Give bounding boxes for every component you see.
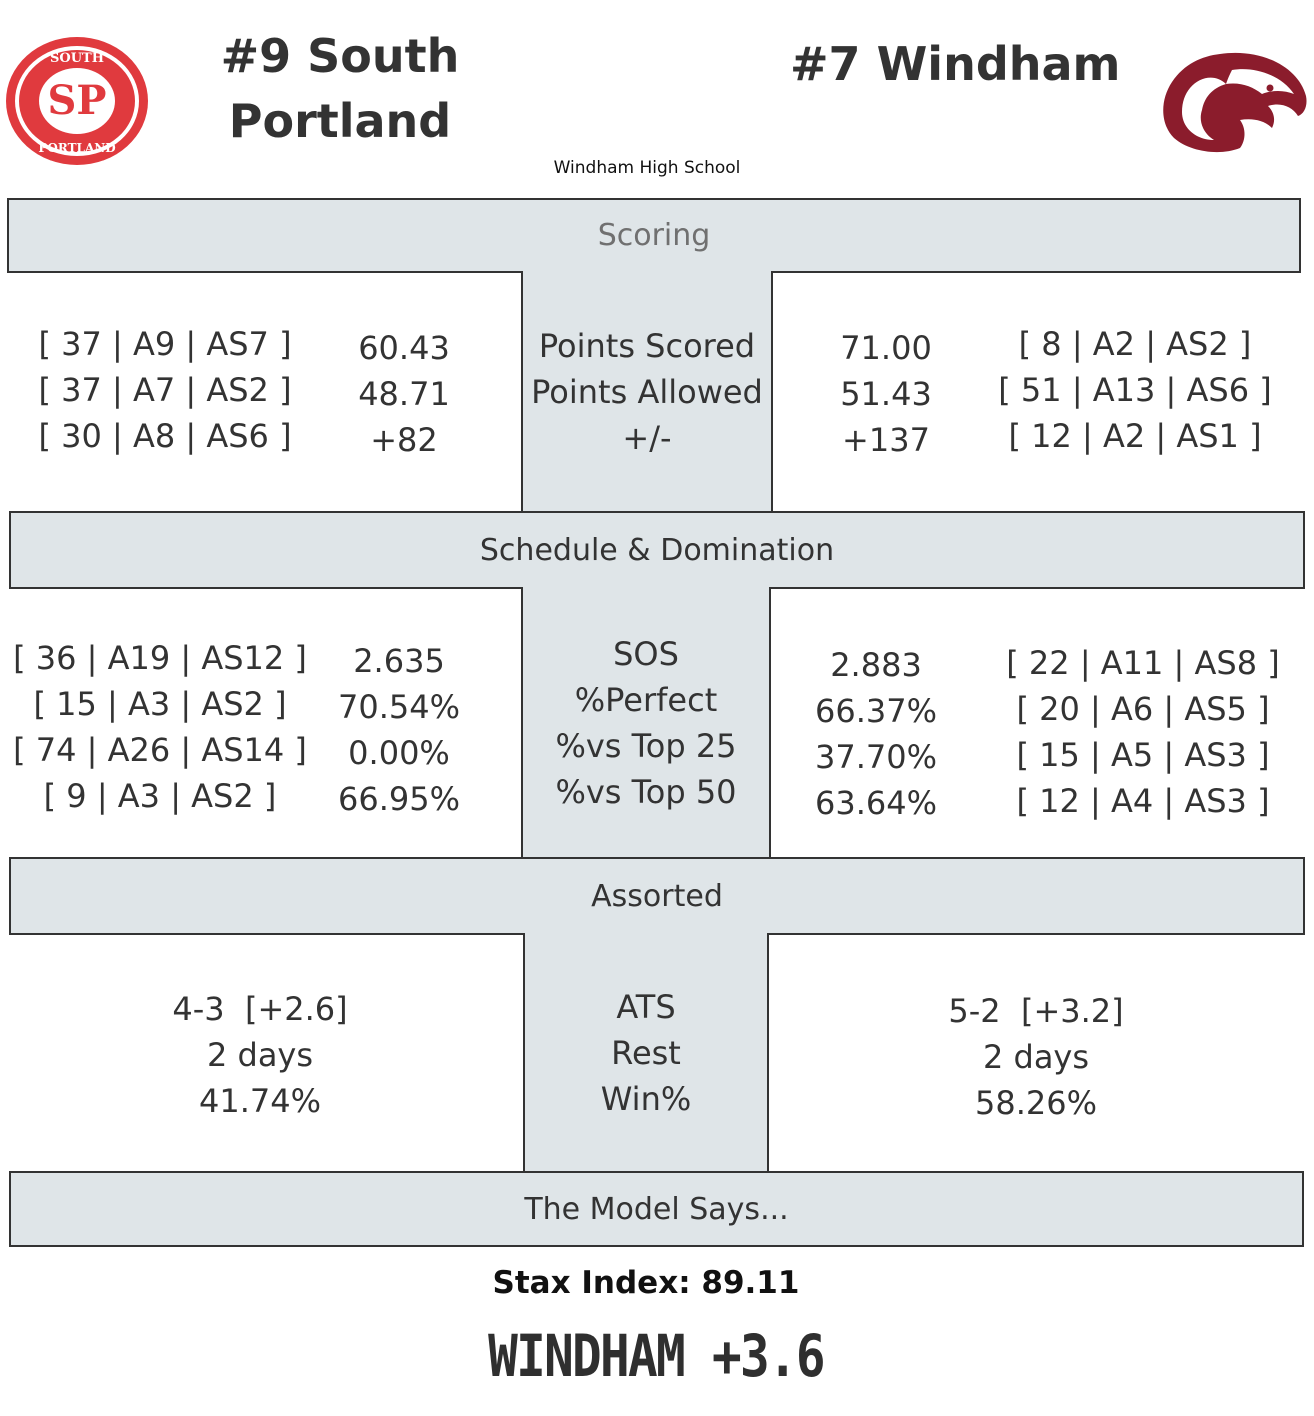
label-ats: ATS bbox=[616, 988, 676, 1026]
home-points-scored-rank: [ 8 | A2 | AS2 ] bbox=[1018, 325, 1252, 363]
home-perfect: 66.37% bbox=[814, 692, 937, 730]
home-points-allowed: 51.43 bbox=[840, 375, 932, 413]
away-top50-rank: [ 9 | A3 | AS2 ] bbox=[43, 777, 277, 815]
away-points-scored: 60.43 bbox=[358, 329, 450, 367]
away-ats: 4-3 [+2.6] bbox=[172, 990, 348, 1028]
home-team-title: #7 Windham bbox=[790, 37, 1121, 91]
assorted-labels bbox=[601, 984, 692, 1122]
home-win-pct: 58.26% bbox=[974, 1084, 1097, 1122]
label-perfect: %Perfect bbox=[574, 681, 718, 719]
home-rest: 2 days bbox=[982, 1038, 1090, 1076]
label-rest: Rest bbox=[611, 1034, 681, 1072]
home-team-logo bbox=[1160, 48, 1308, 156]
away-points-scored-rank: [ 37 | A9 | AS7 ] bbox=[38, 325, 292, 363]
home-points-allowed-rank: [ 51 | A13 | AS6 ] bbox=[998, 371, 1272, 409]
home-points-scored: 71.00 bbox=[840, 329, 932, 367]
section-header-assorted: Assorted bbox=[9, 857, 1305, 935]
away-points-allowed: 48.71 bbox=[358, 375, 450, 413]
home-top50-rank: [ 12 | A4 | AS3 ] bbox=[1016, 782, 1270, 820]
south-portland-logo-icon bbox=[4, 34, 150, 168]
away-sos-rank: [ 36 | A19 | AS12 ] bbox=[13, 639, 307, 677]
home-perfect-rank: [ 20 | A6 | AS5 ] bbox=[1016, 690, 1270, 728]
assorted-labels-column bbox=[523, 933, 769, 1173]
home-top50: 63.64% bbox=[814, 784, 937, 822]
home-scoring-values bbox=[806, 325, 966, 463]
home-schedule-values bbox=[796, 642, 956, 826]
home-plus-minus-rank: [ 12 | A2 | AS1 ] bbox=[1008, 417, 1262, 455]
home-plus-minus: +137 bbox=[842, 421, 930, 459]
away-top25-rank: [ 74 | A26 | AS14 ] bbox=[13, 731, 307, 769]
away-team-title bbox=[200, 24, 480, 154]
away-schedule-ranks bbox=[10, 635, 310, 819]
logo-text-bottom: PORTLAND bbox=[38, 141, 116, 155]
logo-text-top: SOUTH bbox=[49, 51, 105, 66]
away-top25: 0.00% bbox=[348, 734, 450, 772]
away-rest: 2 days bbox=[206, 1036, 314, 1074]
eagle-head-icon bbox=[1160, 48, 1308, 156]
home-top25-rank: [ 15 | A5 | AS3 ] bbox=[1016, 736, 1270, 774]
section-header-schedule: Schedule & Domination bbox=[9, 511, 1305, 589]
away-team-title-line1: #9 South bbox=[220, 29, 460, 83]
label-points-allowed: Points Allowed bbox=[531, 373, 763, 411]
away-scoring-ranks bbox=[20, 321, 310, 459]
away-schedule-values bbox=[320, 638, 478, 822]
section-header-model: The Model Says... bbox=[9, 1171, 1304, 1247]
stax-index: Stax Index: 89.11 bbox=[492, 1265, 800, 1301]
away-team-title-line2: Portland bbox=[228, 94, 452, 148]
label-points-scored: Points Scored bbox=[538, 327, 756, 365]
away-perfect: 70.54% bbox=[337, 688, 460, 726]
label-win-pct: Win% bbox=[600, 1080, 692, 1118]
label-sos: SOS bbox=[613, 635, 679, 673]
away-plus-minus: +82 bbox=[370, 421, 438, 459]
label-vs-top-25: %vs Top 25 bbox=[555, 727, 737, 765]
away-team-logo bbox=[4, 34, 150, 168]
away-scoring-values bbox=[330, 325, 478, 463]
home-scoring-ranks bbox=[990, 321, 1280, 459]
venue-label: Windham High School bbox=[553, 158, 741, 178]
scoring-labels-column bbox=[521, 271, 773, 513]
home-schedule-ranks bbox=[990, 640, 1296, 824]
away-plus-minus-rank: [ 30 | A8 | AS6 ] bbox=[38, 417, 292, 455]
section-header-scoring: Scoring bbox=[7, 198, 1301, 273]
home-ats: 5-2 [+3.2] bbox=[948, 992, 1124, 1030]
away-win-pct: 41.74% bbox=[198, 1082, 321, 1120]
away-points-allowed-rank: [ 37 | A7 | AS2 ] bbox=[38, 371, 292, 409]
scoring-labels bbox=[531, 323, 763, 461]
home-top25: 37.70% bbox=[814, 738, 937, 776]
away-assorted-values bbox=[110, 986, 410, 1124]
model-pick: WINDHAM +3.6 bbox=[488, 1322, 824, 1390]
away-top50: 66.95% bbox=[337, 780, 460, 818]
label-vs-top-50: %vs Top 50 bbox=[555, 773, 737, 811]
home-sos: 2.883 bbox=[830, 646, 922, 684]
away-perfect-rank: [ 15 | A3 | AS2 ] bbox=[33, 685, 287, 723]
schedule-labels bbox=[555, 631, 736, 815]
logo-letters: SP bbox=[47, 77, 107, 124]
label-plus-minus: +/- bbox=[622, 419, 672, 457]
home-sos-rank: [ 22 | A11 | AS8 ] bbox=[1006, 644, 1280, 682]
away-sos: 2.635 bbox=[353, 642, 445, 680]
home-assorted-values bbox=[886, 988, 1186, 1126]
schedule-labels-column bbox=[521, 587, 771, 859]
